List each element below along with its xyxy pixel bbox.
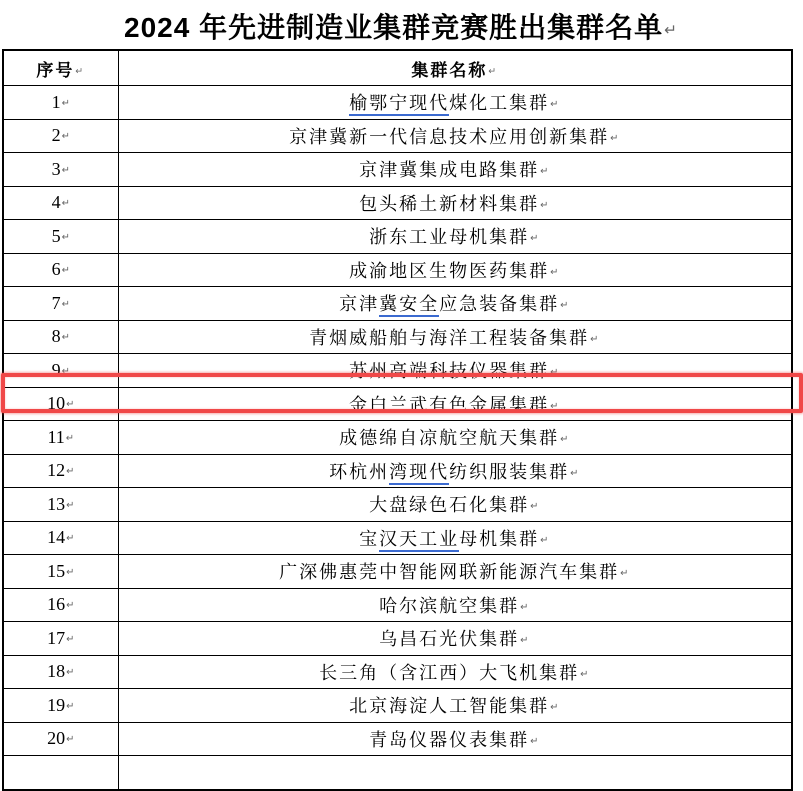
cluster-name-cell (118, 655, 792, 689)
cluster-name-cell (118, 722, 792, 756)
paragraph-mark-icon: ↵ (66, 499, 75, 511)
row-number: 15 (47, 560, 66, 581)
paragraph-mark-icon: ↵ (520, 601, 531, 613)
paragraph-mark-icon: ↵ (488, 65, 499, 77)
paragraph-mark-icon: ↵ (610, 132, 621, 144)
paragraph-mark-icon: ↵ (61, 198, 70, 210)
table-row (3, 287, 792, 321)
paragraph-mark-icon: ↵ (61, 265, 70, 277)
paragraph-mark-icon: ↵ (66, 600, 75, 612)
table-row (3, 655, 792, 689)
paragraph-mark-icon: ↵ (66, 399, 75, 411)
paragraph-mark-icon: ↵ (61, 231, 70, 243)
table-row (3, 756, 792, 790)
row-number-cell (3, 756, 118, 790)
row-number-cell (3, 220, 118, 254)
cluster-name-underlined: 汉天工业 (379, 529, 459, 552)
cluster-name-cell (118, 86, 792, 120)
cluster-name-cell (118, 689, 792, 723)
row-number-cell (3, 421, 118, 455)
row-number-cell (3, 320, 118, 354)
row-number-cell (3, 622, 118, 656)
row-number-cell (3, 488, 118, 522)
table-row (3, 488, 792, 522)
table-row (3, 521, 792, 555)
cluster-name-cell (118, 320, 792, 354)
table-row (3, 387, 792, 421)
cluster-name-pre: 长三角（含江西）大飞机集群 (319, 662, 580, 683)
row-number: 2 (51, 125, 61, 146)
table-row (3, 689, 792, 723)
header-cell-name (118, 50, 792, 86)
row-number: 8 (51, 326, 61, 347)
table-row (3, 320, 792, 354)
paragraph-mark-icon: ↵ (66, 566, 75, 578)
row-number: 10 (47, 393, 66, 414)
paragraph-mark-icon: ↵ (66, 667, 75, 679)
paragraph-mark-icon: ↵ (560, 300, 571, 312)
paragraph-mark-icon: ↵ (540, 199, 551, 211)
table-row (3, 220, 792, 254)
header-index-label: 序号 (36, 60, 75, 80)
page-title (0, 6, 802, 46)
row-number: 11 (47, 426, 65, 447)
cluster-name-underlined: 冀安全 (379, 294, 439, 317)
cluster-name-cell (118, 220, 792, 254)
row-number: 19 (47, 694, 66, 715)
row-number: 20 (47, 728, 66, 749)
cluster-name-post: 煤化工集群 (449, 93, 550, 114)
row-number: 4 (51, 192, 61, 213)
paragraph-mark-icon: ↵ (550, 702, 561, 714)
row-number-cell (3, 86, 118, 120)
row-number: 1 (51, 91, 61, 112)
row-number: 5 (51, 225, 61, 246)
row-number-cell (3, 655, 118, 689)
paragraph-mark-icon: ↵ (550, 99, 561, 111)
cluster-name-pre: 青烟威船舶与海洋工程装备集群 (309, 327, 590, 348)
cluster-name-post: 纺织服装集群 (449, 461, 570, 482)
cluster-name-pre: 宝 (359, 528, 380, 549)
table-row (3, 86, 792, 120)
cluster-name-pre: 浙东工业母机集群 (369, 227, 530, 248)
row-number: 7 (51, 292, 61, 313)
row-number: 18 (47, 661, 66, 682)
cluster-name-underlined: 湾现代 (389, 462, 449, 485)
cluster-name-cell (118, 354, 792, 388)
cluster-name-cell (118, 186, 792, 220)
row-number-cell (3, 588, 118, 622)
cluster-name-pre: 成渝地区生物医药集群 (349, 260, 550, 281)
cluster-name-cell (118, 588, 792, 622)
row-number-cell (3, 186, 118, 220)
cluster-name-pre: 广深佛惠莞中智能网联新能源汽车集群 (279, 562, 620, 583)
cluster-name-pre: 京津 (339, 294, 380, 315)
paragraph-mark-icon: ↵ (550, 367, 561, 379)
cluster-table (2, 49, 793, 791)
cluster-name-cell (118, 454, 792, 488)
table-row (3, 622, 792, 656)
paragraph-mark-icon: ↵ (75, 65, 86, 77)
cluster-name-pre: 北京海淀人工智能集群 (349, 696, 550, 717)
paragraph-mark-icon: ↵ (66, 633, 75, 645)
cluster-name-pre: 哈尔滨航空集群 (379, 595, 520, 616)
table-row (3, 354, 792, 388)
table-row (3, 153, 792, 187)
paragraph-mark-icon: ↵ (61, 131, 70, 143)
row-number-cell (3, 387, 118, 421)
paragraph-mark-icon: ↵ (66, 466, 75, 478)
paragraph-mark-icon: ↵ (61, 365, 70, 377)
row-number: 17 (47, 627, 66, 648)
cluster-name-pre: 环杭州 (329, 461, 390, 482)
cluster-name-pre: 金白兰武有色金属集群 (349, 394, 550, 415)
row-number-cell (3, 454, 118, 488)
cluster-name-cell (118, 153, 792, 187)
paragraph-mark-icon: ↵ (61, 298, 70, 310)
paragraph-mark-icon: ↵ (66, 533, 75, 545)
cluster-name-cell (118, 119, 792, 153)
row-number-cell (3, 119, 118, 153)
cluster-name-cell (118, 253, 792, 287)
paragraph-mark-icon: ↵ (540, 534, 551, 546)
cluster-name-pre: 京津冀集成电路集群 (359, 160, 540, 181)
row-number: 16 (47, 594, 66, 615)
header-cell-index (3, 50, 118, 86)
cluster-name-pre: 京津冀新一代信息技术应用创新集群 (289, 126, 610, 147)
cluster-name-pre: 包头稀土新材料集群 (359, 193, 540, 214)
row-number: 13 (47, 493, 66, 514)
table-row (3, 421, 792, 455)
cluster-name-pre: 乌昌石光伏集群 (379, 629, 520, 650)
paragraph-mark-icon: ↵ (580, 668, 591, 680)
table-row (3, 119, 792, 153)
paragraph-mark-icon: ↵ (620, 568, 631, 580)
table-row (3, 186, 792, 220)
cluster-name-cell (118, 488, 792, 522)
cluster-name-pre: 成德绵自凉航空航天集群 (339, 428, 560, 449)
cluster-name-cell (118, 521, 792, 555)
cluster-name-cell (118, 387, 792, 421)
row-number-cell (3, 287, 118, 321)
cluster-name-cell (118, 421, 792, 455)
cluster-name-pre: 青岛仪器仪表集群 (369, 729, 530, 750)
cluster-name-cell (118, 756, 792, 790)
row-number-cell (3, 354, 118, 388)
table-row (3, 555, 792, 589)
cluster-name-pre: 苏州高端科技仪器集群 (349, 361, 550, 382)
cluster-name-cell (118, 555, 792, 589)
table-row (3, 454, 792, 488)
paragraph-mark-icon: ↵ (66, 700, 75, 712)
paragraph-mark-icon: ↵ (664, 21, 678, 39)
paragraph-mark-icon: ↵ (570, 467, 581, 479)
table-row (3, 253, 792, 287)
row-number-cell (3, 555, 118, 589)
paragraph-mark-icon: ↵ (66, 734, 75, 746)
cluster-name-post: 母机集群 (459, 528, 540, 549)
row-number: 12 (47, 460, 66, 481)
row-number: 14 (47, 527, 66, 548)
row-number-cell (3, 521, 118, 555)
row-number: 6 (51, 259, 61, 280)
row-number-cell (3, 253, 118, 287)
paragraph-mark-icon: ↵ (550, 400, 561, 412)
table-header-row (3, 50, 792, 86)
row-number-cell (3, 153, 118, 187)
paragraph-mark-icon: ↵ (65, 432, 75, 444)
row-number: 9 (51, 359, 61, 380)
paragraph-mark-icon: ↵ (540, 166, 551, 178)
paragraph-mark-icon: ↵ (590, 333, 601, 345)
header-name-label: 集群名称 (411, 60, 488, 80)
row-number-cell (3, 722, 118, 756)
paragraph-mark-icon: ↵ (520, 635, 531, 647)
paragraph-mark-icon: ↵ (530, 233, 541, 245)
paragraph-mark-icon: ↵ (61, 332, 70, 344)
page-title-text: 2024 年先进制造业集群竞赛胜出集群名单 (124, 12, 664, 43)
table-row (3, 588, 792, 622)
paragraph-mark-icon: ↵ (61, 97, 70, 109)
cluster-name-pre: 大盘绿色石化集群 (369, 495, 530, 516)
cluster-name-cell (118, 287, 792, 321)
paragraph-mark-icon: ↵ (61, 164, 70, 176)
cluster-name-underlined: 榆鄂宁现代 (349, 93, 449, 116)
paragraph-mark-icon: ↵ (530, 501, 541, 513)
cluster-name-cell (118, 622, 792, 656)
row-number: 3 (51, 158, 61, 179)
paragraph-mark-icon: ↵ (530, 735, 541, 747)
cluster-name-post: 应急装备集群 (439, 294, 560, 315)
paragraph-mark-icon: ↵ (560, 434, 571, 446)
row-number-cell (3, 689, 118, 723)
table-row (3, 722, 792, 756)
paragraph-mark-icon: ↵ (550, 266, 561, 278)
